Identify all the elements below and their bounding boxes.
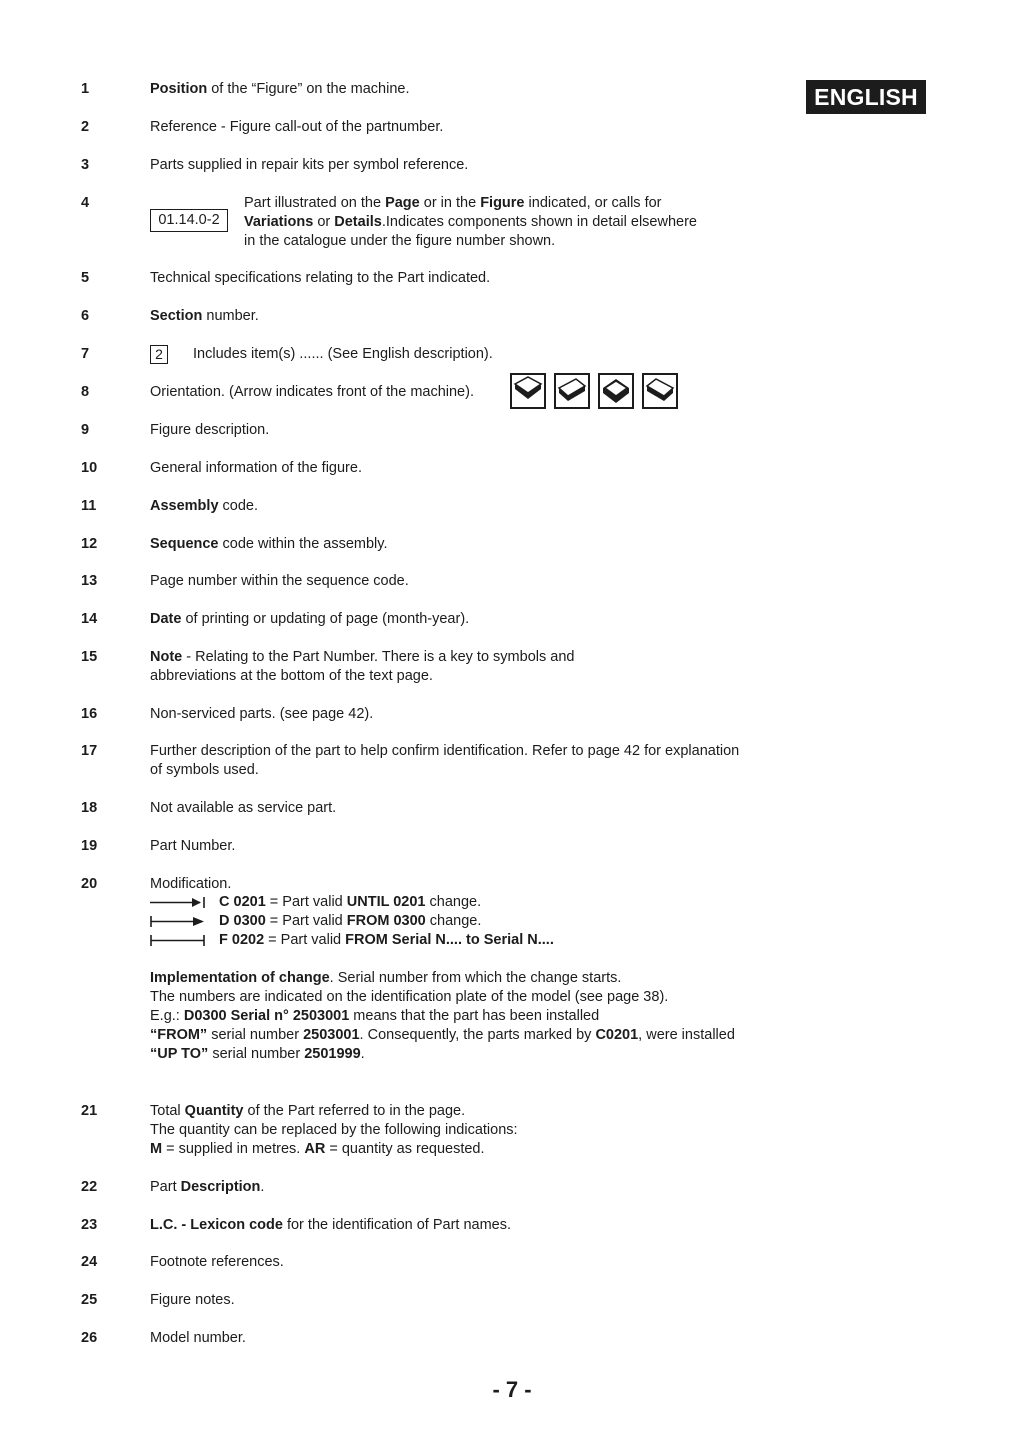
item-description: Non-serviced parts. (see page 42). [150, 706, 374, 722]
item-description: L.C. - Lexicon code for the identification of Part names. [150, 1217, 512, 1233]
language-badge: ENGLISH [806, 80, 926, 114]
included-items-box: 2 [150, 345, 168, 364]
implementation-of-change: Implementation of change. Serial number from which the change starts. The numbers are indicated on the identification plate of the model (see page 38). E.g.: D0300 Serial n° 2503001 means that the part has been installed “FROM” serial number 2503001. Consequently, the parts marked by C0201, were installed “UP TO” serial number 2501999. [150, 970, 735, 1062]
item-number: 13 [81, 573, 98, 589]
item-description: Includes item(s) ...... (See English description). [193, 346, 493, 362]
item-number: 4 [81, 195, 90, 211]
item-description: Technical specifications relating to the Part indicated. [150, 270, 491, 286]
item-number: 25 [81, 1292, 98, 1308]
arrow-from-icon [150, 915, 206, 928]
item-description: Footnote references. [150, 1254, 284, 1270]
item-number: 24 [81, 1254, 98, 1270]
item-description: Orientation. (Arrow indicates front of the machine). [150, 384, 474, 400]
orientation-front-left-icon [554, 373, 590, 409]
modification-until-text: C 0201 = Part valid UNTIL 0201 change. [219, 894, 482, 910]
item-description: Date of printing or updating of page (month-year). [150, 611, 470, 627]
item-number: 14 [81, 611, 98, 627]
item-number: 19 [81, 838, 98, 854]
item-description: Modification. [150, 876, 232, 892]
item-number: 11 [81, 498, 97, 514]
item-description: General information of the figure. [150, 460, 362, 476]
page-number: - 7 - [492, 1377, 532, 1402]
item-number: 15 [81, 649, 98, 665]
item-description: Not available as service part. [150, 800, 337, 816]
item-description: Part Description. [150, 1179, 265, 1195]
modification-serial-text: F 0202 = Part valid FROM Serial N.... to Serial N.... [219, 932, 554, 948]
item-description: Figure description. [150, 422, 270, 438]
item-number: 2 [81, 119, 90, 135]
item-number: 5 [81, 270, 90, 286]
item-number: 8 [81, 384, 90, 400]
item-number: 3 [81, 157, 90, 173]
item-description: Part illustrated on the Page or in the Figure indicated, or calls for Variations or Details.Indicates components shown in detail elsewhere in the catalogue under the figure number shown. [244, 195, 697, 249]
item-description: Section number. [150, 308, 259, 324]
modification-serial-row [150, 931, 750, 950]
item-description: Parts supplied in repair kits per symbol reference. [150, 157, 469, 173]
item-description: Assembly code. [150, 498, 259, 514]
item-description: Model number. [150, 1330, 246, 1346]
item-description: Figure notes. [150, 1292, 235, 1308]
modification-from-text: D 0300 = Part valid FROM 0300 change. [219, 913, 482, 929]
item-description: Further description of the part to help confirm identification. Refer to page 42 for explanation of symbols used. [150, 743, 740, 778]
modification-from-row [150, 912, 750, 931]
item-number: 12 [81, 536, 98, 552]
item-number: 23 [81, 1217, 98, 1233]
item-number: 7 [81, 346, 90, 362]
item-description: Page number within the sequence code. [150, 573, 409, 589]
item-number: 20 [81, 876, 98, 892]
figure-reference-box: 01.14.0-2 [150, 209, 228, 232]
item-number: 1 [81, 81, 90, 97]
item-description: Part Number. [150, 838, 236, 854]
item-number: 9 [81, 422, 90, 438]
range-serial-icon [150, 934, 206, 947]
item-number: 18 [81, 800, 98, 816]
arrow-until-icon [150, 896, 206, 909]
orientation-front-down-icon [510, 373, 546, 409]
item-description: Note - Relating to the Part Number. There is a key to symbols and abbreviations at the bottom of the text page. [150, 649, 575, 684]
item-number: 22 [81, 1179, 98, 1195]
item-description: Reference - Figure call-out of the partnumber. [150, 119, 444, 135]
orientation-front-right-icon [642, 373, 678, 409]
item-number: 10 [81, 460, 98, 476]
item-description: Position of the “Figure” on the machine. [150, 81, 410, 97]
modification-until-row [150, 893, 750, 912]
item-number: 6 [81, 308, 90, 324]
orientation-front-up-icon [598, 373, 634, 409]
item-number: 16 [81, 706, 98, 722]
item-description: Total Quantity of the Part referred to in the page. The quantity can be replaced by the following indications: M = supplied in metres. AR = quantity as requested. [150, 1103, 518, 1157]
item-number: 17 [81, 743, 98, 759]
item-number: 21 [81, 1103, 98, 1119]
item-description: Sequence code within the assembly. [150, 536, 388, 552]
item-number: 26 [81, 1330, 98, 1346]
